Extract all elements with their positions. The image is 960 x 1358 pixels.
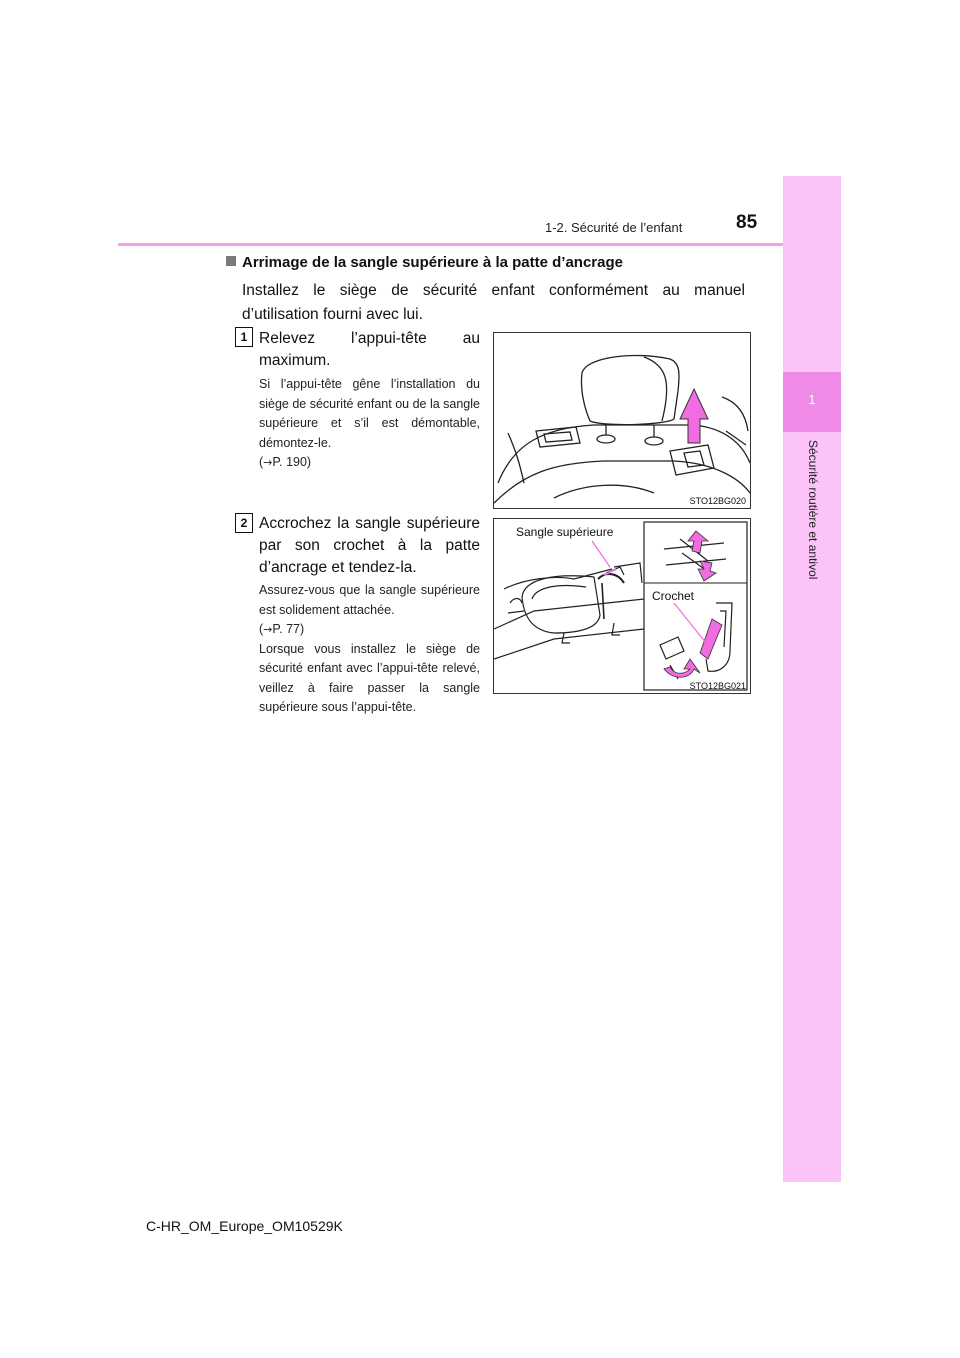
figure-top-strap (493, 518, 751, 694)
step-2-note (259, 581, 480, 718)
intro-paragraph: Installez le siège de sécurité enfant conformément au manuel d’utilisation fourni avec lui. (242, 282, 745, 323)
figure-2-code: STO12BG021 (689, 681, 746, 691)
figure-headrest (493, 332, 751, 509)
step-2-ref: (→P. 77) (259, 622, 305, 636)
step-1-title: Relevez l’appui-tête au maximum. (259, 330, 480, 369)
step-1-number: 1 (235, 327, 253, 347)
label-top-strap: Sangle supérieure (516, 525, 614, 539)
chapter-number: 1 (808, 392, 816, 407)
chapter-side-tab (783, 176, 841, 1182)
heading-square-icon (226, 256, 236, 266)
section-heading (226, 254, 623, 271)
step-1-ref-link[interactable]: P. 190 (272, 455, 307, 469)
headrest-illustration (494, 333, 750, 508)
top-strap-illustration (494, 519, 750, 693)
step-1-note-text: Si l’appui-tête gêne l’installation du siège de sécurité enfant ou de la sangle supérieure et s’il est démontable, démontez-le. (259, 377, 480, 450)
arrow-right-icon: → (263, 456, 273, 469)
step-2-note2-text: Lorsque vous installez le siège de sécurité enfant avec l’appui-tête relevé, veillez à faire passer la sangle supérieure sous l’appui-tête. (259, 641, 480, 714)
footer-doc-id: C-HR_OM_Europe_OM10529K (146, 1218, 343, 1234)
step-1-ref: (→P. 190) (259, 455, 312, 469)
chapter-label-text: Sécurité routière et antivol (806, 440, 820, 580)
arrow-right-icon: → (263, 623, 273, 636)
chapter-label (806, 440, 820, 620)
step-2-note-text: Assurez-vous que la sangle supérieure est solidement attachée. (259, 583, 480, 617)
step-2-number: 2 (235, 513, 253, 533)
heading-text: Arrimage de la sangle supérieure à la patte d’ancrage (242, 254, 623, 271)
label-hook: Crochet (652, 589, 695, 603)
step-2-title: Accrochez la sangle supérieure par son crochet à la patte d’ancrage et tendez-la. (259, 515, 480, 576)
header-divider (118, 243, 840, 246)
step-1-note (259, 375, 480, 473)
arrow-up-icon (680, 389, 708, 443)
section-title: 1-2. Sécurité de l’enfant (545, 220, 683, 235)
figure-1-code: STO12BG020 (689, 496, 746, 506)
page-number: 85 (736, 212, 758, 233)
step-2-ref-link[interactable]: P. 77 (272, 622, 300, 636)
